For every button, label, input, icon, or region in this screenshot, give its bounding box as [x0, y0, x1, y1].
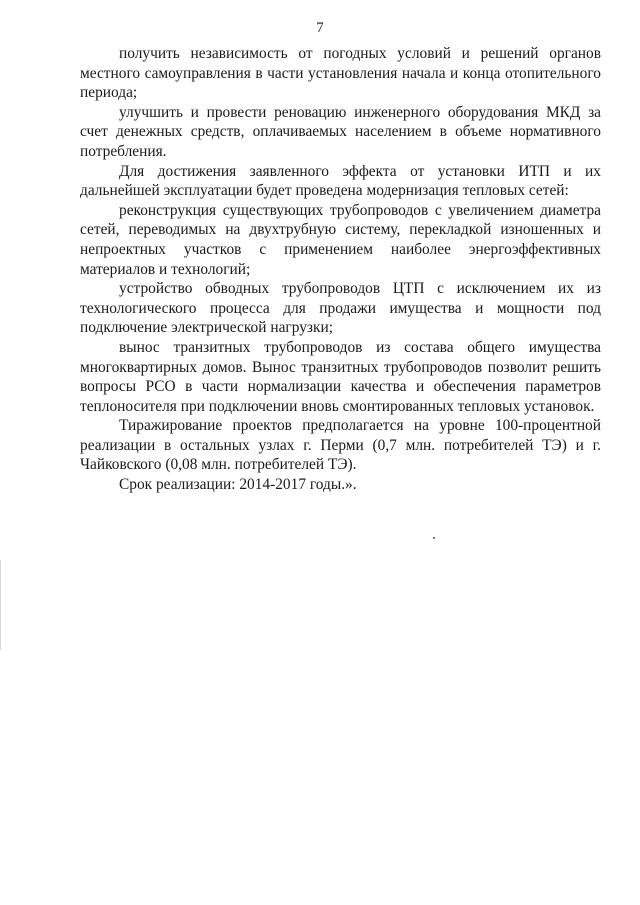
paragraph-implementation-period: Срок реализации: 2014-2017 годы.».	[119, 476, 357, 494]
scan-speck	[433, 537, 435, 539]
paragraph-renovation: улучшить и провести реновацию инженерного оборудования МКД за счет денежных средств, оплачиваемых населением в объеме нормативного потребления.	[80, 103, 601, 160]
paragraph-independence: получить независимость от погодных условий и решений органов местного самоуправления в части установления начала и конца отопительного периода;	[80, 45, 601, 102]
paragraph-transit-pipelines: вынос транзитных трубопроводов из состава общего имущества многоквартирных домов. Вынос транзитных трубопроводов позволит решить вопросы РСО в части нормализации качества и обеспечения параметров теплоносителя при подключении вновь смонтированных тепловых установок.	[80, 338, 601, 415]
paragraph-bypass-pipelines: устройство обводных трубопроводов ЦТП с исключением их из технологического процесса для продажи имущества и мощности под подключение электрической нагрузки;	[80, 280, 601, 337]
paragraph-reconstruction: реконструкция существующих трубопроводов с увеличением диаметра сетей, переводимых на двухтрубную систему, перекладкой изношенных и непроектных участков с применением наиболее энергоэффективных материалов и технологий;	[80, 201, 601, 278]
paragraph-modernization-intro: Для достижения заявленного эффекта от установки ИТП и их дальнейшей эксплуатации будет проведена модернизация тепловых сетей:	[80, 162, 601, 200]
document-body	[80, 44, 601, 495]
scan-edge-line	[0, 560, 1, 650]
paragraph-replication: Тиражирование проектов предполагается на уровне 100-процентной реализации в остальных узлах г. Перми (0,7 млн. потребителей ТЭ) и г. Чайковского (0,08 млн. потребителей ТЭ).	[80, 417, 601, 474]
page-number: 7	[316, 20, 324, 36]
